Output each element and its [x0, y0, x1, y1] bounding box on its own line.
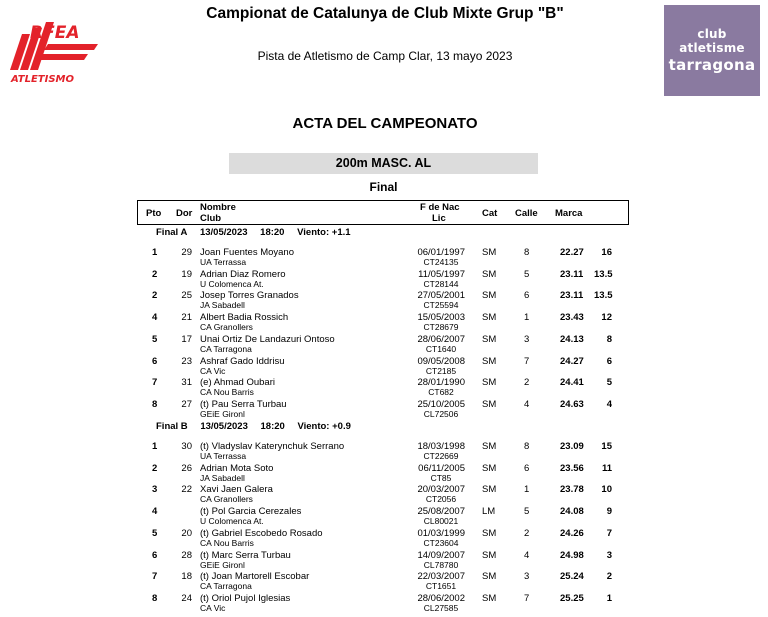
- col-club: Club: [200, 213, 222, 224]
- lane-number: 8: [524, 247, 530, 258]
- points: 7: [606, 527, 612, 539]
- bib-number: 26: [181, 462, 192, 474]
- athlete-club: CA Vic: [200, 365, 226, 376]
- table-row: [0, 377, 768, 399]
- group-time: 18:20: [260, 227, 285, 238]
- result-mark: 24.13: [560, 333, 584, 345]
- category: SM: [482, 247, 497, 258]
- group-header-final-a: [156, 227, 361, 238]
- category: SM: [482, 377, 497, 389]
- result-position: 3: [152, 484, 158, 496]
- points: 3: [606, 549, 612, 561]
- license-number: CT682: [428, 387, 454, 398]
- athlete-name: Adrian Diaz Romero: [200, 268, 286, 280]
- table-row: [0, 463, 768, 485]
- result-position: 4: [152, 506, 158, 518]
- birth-date: 18/03/1998: [417, 441, 465, 452]
- result-mark: 24.41: [560, 377, 584, 389]
- col-nombre: Nombre: [200, 202, 236, 213]
- category: SM: [482, 549, 497, 561]
- birth-date: 06/01/1997: [417, 247, 465, 258]
- category: SM: [482, 592, 497, 604]
- result-position: 6: [152, 355, 158, 367]
- category: SM: [482, 333, 497, 345]
- athlete-name: (t) Oriol Pujol Iglesias: [200, 592, 291, 604]
- points: 15: [601, 441, 612, 452]
- license-number: CT2185: [425, 365, 457, 376]
- athlete-club: JA Sabadell: [200, 472, 245, 483]
- athlete-club: UA Terrassa: [200, 451, 247, 461]
- category: SM: [482, 571, 497, 583]
- license-number: CL72506: [423, 408, 459, 419]
- athlete-name: Adrian Mota Soto: [200, 462, 274, 474]
- lane-number: 7: [524, 592, 530, 604]
- lane-number: 3: [524, 571, 530, 583]
- table-row: [0, 269, 768, 291]
- bib-number: 28: [181, 549, 192, 561]
- bib-number: 18: [181, 571, 192, 583]
- license-number: CL78780: [423, 559, 459, 570]
- athlete-name: Ashraf Gado Iddrisu: [200, 355, 285, 367]
- result-position: 1: [152, 247, 158, 258]
- table-row: [0, 247, 768, 269]
- result-mark: 23.56: [560, 462, 584, 474]
- result-position: 2: [152, 290, 158, 302]
- birth-date: 28/01/1990: [417, 377, 465, 389]
- athlete-name: (t) Joan Martorell Escobar: [200, 571, 310, 583]
- license-number: CT23604: [423, 537, 459, 548]
- group-wind: Viento: +0.9: [297, 421, 351, 432]
- lane-number: 6: [524, 290, 530, 302]
- bib-number: 20: [181, 527, 192, 539]
- points: 1: [606, 592, 612, 604]
- birth-date: 09/05/2008: [417, 355, 465, 367]
- group-date: 13/05/2023: [200, 421, 248, 432]
- license-number: CT28144: [423, 278, 459, 289]
- round-title: Final: [369, 180, 398, 194]
- rfea-logo-graphic: [8, 14, 104, 86]
- lane-number: 5: [524, 268, 530, 280]
- result-position: 2: [152, 462, 158, 474]
- points: 11: [601, 462, 612, 474]
- athlete-club: CA Nou Barris: [200, 387, 254, 398]
- athlete-name: (e) Ahmad Oubari: [200, 377, 275, 389]
- points: 10: [601, 484, 612, 496]
- athlete-name: (t) Gabriel Escobedo Rosado: [200, 527, 323, 539]
- birth-date: 11/05/1997: [418, 268, 465, 280]
- table-row: [0, 593, 768, 615]
- points: 13.5: [594, 268, 613, 280]
- club-logo-line1: club atletisme: [679, 27, 745, 55]
- birth-date: 28/06/2007: [417, 333, 465, 345]
- table-row: [0, 356, 768, 378]
- license-number: CT25594: [423, 300, 459, 311]
- bib-number: 23: [181, 355, 192, 367]
- athlete-club: U Colomenca At.: [200, 278, 264, 289]
- bib-number: 29: [181, 247, 192, 258]
- birth-date: 20/03/2007: [417, 484, 465, 496]
- athlete-name: (t) Pol Garcia Cerezales: [200, 506, 302, 518]
- result-position: 8: [152, 592, 158, 604]
- result-position: 5: [152, 527, 158, 539]
- bib-number: 22: [181, 484, 192, 496]
- points: 8: [606, 333, 612, 345]
- athlete-name: Joan Fuentes Moyano: [200, 247, 295, 258]
- category: SM: [482, 462, 497, 474]
- lane-number: 2: [524, 377, 530, 389]
- rfea-logo-subtext: ATLETISMO: [11, 74, 75, 85]
- result-mark: 24.63: [560, 398, 584, 410]
- athlete-name: (t) Marc Serra Turbau: [200, 549, 291, 561]
- lane-number: 4: [524, 398, 530, 410]
- athlete-club: UA Terrassa: [200, 257, 247, 267]
- athlete-club: JA Sabadell: [200, 300, 245, 311]
- venue-date: Pista de Atletismo de Camp Clar, 13 mayo 2023: [257, 49, 513, 63]
- bib-number: 17: [181, 333, 192, 345]
- points: 16: [601, 247, 612, 258]
- table-row: [0, 550, 768, 572]
- lane-number: 6: [524, 462, 530, 474]
- points: 9: [606, 506, 612, 518]
- result-mark: 24.98: [560, 549, 584, 561]
- license-number: CT22669: [423, 451, 459, 461]
- col-marca: Marca: [555, 208, 583, 219]
- license-number: CL80021: [423, 516, 459, 527]
- birth-date: 01/03/1999: [417, 527, 465, 539]
- lane-number: 1: [524, 312, 530, 324]
- athlete-name: (t) Vladyslav Katerynchuk Serrano: [200, 441, 345, 452]
- result-position: 4: [152, 312, 158, 324]
- lane-number: 1: [524, 484, 530, 496]
- birth-date: 25/10/2005: [417, 398, 465, 410]
- result-mark: 22.27: [560, 247, 584, 258]
- table-row: [0, 334, 768, 356]
- license-number: CT2056: [425, 494, 457, 505]
- table-row: [0, 290, 768, 312]
- birth-date: 06/11/2005: [418, 462, 465, 474]
- athlete-name: Xavi Jaen Galera: [200, 484, 273, 496]
- birth-date: 28/06/2002: [417, 592, 465, 604]
- result-mark: 23.78: [560, 484, 584, 496]
- category: SM: [482, 268, 497, 280]
- acta-heading: ACTA DEL CAMPEONATO: [292, 115, 478, 132]
- result-mark: 24.26: [560, 527, 584, 539]
- result-position: 1: [152, 441, 158, 452]
- category: LM: [482, 506, 496, 518]
- table-row: [0, 399, 768, 421]
- license-number: CT24135: [423, 257, 459, 267]
- group-label: Final A: [156, 227, 188, 238]
- bib-number: 19: [181, 268, 192, 280]
- bib-number: 21: [181, 312, 192, 324]
- category: SM: [482, 484, 497, 496]
- points: 6: [606, 355, 612, 367]
- lane-number: 7: [524, 355, 530, 367]
- result-mark: 24.27: [560, 355, 584, 367]
- rfea-logo: [8, 14, 104, 86]
- col-calle: Calle: [515, 208, 538, 219]
- group-date: 13/05/2023: [199, 227, 248, 238]
- athlete-club: CA Granollers: [200, 494, 253, 505]
- athlete-name: Albert Badia Rossich: [200, 312, 289, 324]
- athlete-name: (t) Pau Serra Turbau: [200, 398, 287, 410]
- points: 4: [606, 398, 612, 410]
- club-tarragona-logo: [664, 5, 760, 96]
- group-label: Final B: [156, 421, 188, 432]
- license-number: CT1640: [425, 343, 457, 354]
- result-mark: 24.08: [560, 506, 584, 518]
- group-wind: Viento: +1.1: [297, 227, 351, 238]
- result-mark: 23.43: [560, 312, 584, 324]
- bib-number: 31: [181, 377, 192, 389]
- athlete-club: CA Vic: [200, 602, 226, 613]
- group-header-final-b: [156, 421, 361, 432]
- col-fnac: F de Nac: [420, 202, 460, 213]
- col-cat: Cat: [482, 208, 498, 219]
- lane-number: 2: [524, 527, 530, 539]
- birth-date: 22/03/2007: [417, 571, 465, 583]
- col-lic: Lic: [432, 213, 446, 224]
- result-position: 5: [152, 333, 158, 345]
- result-mark: 25.24: [560, 571, 584, 583]
- points: 2: [606, 571, 612, 583]
- athlete-name: Josep Torres Granados: [200, 290, 299, 302]
- result-position: 7: [152, 571, 158, 583]
- table-row: [0, 312, 768, 334]
- points: 5: [606, 377, 612, 389]
- lane-number: 3: [524, 333, 530, 345]
- athlete-club: CA Granollers: [200, 322, 253, 333]
- group-time: 18:20: [260, 421, 285, 432]
- result-position: 2: [152, 268, 158, 280]
- points: 12: [601, 312, 612, 324]
- table-row: [0, 528, 768, 550]
- col-dor: Dor: [176, 208, 193, 219]
- table-row: [0, 571, 768, 593]
- birth-date: 14/09/2007: [417, 549, 465, 561]
- bib-number: 25: [181, 290, 192, 302]
- table-row: [0, 484, 768, 506]
- birth-date: 25/08/2007: [417, 506, 465, 518]
- lane-number: 4: [524, 549, 530, 561]
- rfea-logo-text: RFEA: [30, 23, 80, 43]
- result-position: 8: [152, 398, 158, 410]
- athlete-club: CA Tarragona: [200, 343, 252, 354]
- result-position: 6: [152, 549, 158, 561]
- birth-date: 15/05/2003: [417, 312, 465, 324]
- birth-date: 27/05/2001: [417, 290, 465, 302]
- event-name: 200m MASC. AL: [229, 153, 538, 174]
- license-number: CT28679: [423, 322, 459, 333]
- license-number: CL27585: [423, 602, 459, 613]
- athlete-club: GEiE Gironl: [200, 408, 245, 419]
- category: SM: [482, 312, 497, 324]
- club-logo-line2: tarragona: [668, 56, 756, 74]
- category: SM: [482, 398, 497, 410]
- result-mark: 23.11: [560, 268, 584, 280]
- bib-number: 27: [181, 398, 192, 410]
- result-mark: 25.25: [560, 592, 584, 604]
- athlete-name: Unai Ortiz De Landazuri Ontoso: [200, 333, 335, 345]
- athlete-club: CA Tarragona: [200, 581, 252, 592]
- points: 13.5: [594, 290, 613, 302]
- license-number: CT1651: [425, 581, 457, 592]
- results-table-header: [137, 200, 629, 225]
- result-position: 7: [152, 377, 158, 389]
- bib-number: 30: [181, 441, 192, 452]
- category: SM: [482, 355, 497, 367]
- athlete-club: GEiE Gironl: [200, 559, 245, 570]
- lane-number: 5: [524, 506, 530, 518]
- category: SM: [482, 441, 497, 452]
- table-row: [0, 441, 768, 463]
- col-pto: Pto: [146, 208, 162, 219]
- license-number: CT85: [430, 472, 452, 483]
- bib-number: 24: [181, 592, 192, 604]
- result-mark: 23.09: [560, 441, 584, 452]
- lane-number: 8: [524, 441, 530, 452]
- table-row: [0, 506, 768, 528]
- category: SM: [482, 527, 497, 539]
- athlete-club: U Colomenca At.: [200, 516, 264, 527]
- category: SM: [482, 290, 497, 302]
- championship-title: Campionat de Catalunya de Club Mixte Grup "B": [206, 5, 564, 22]
- result-mark: 23.11: [560, 290, 584, 302]
- athlete-club: CA Nou Barris: [200, 537, 254, 548]
